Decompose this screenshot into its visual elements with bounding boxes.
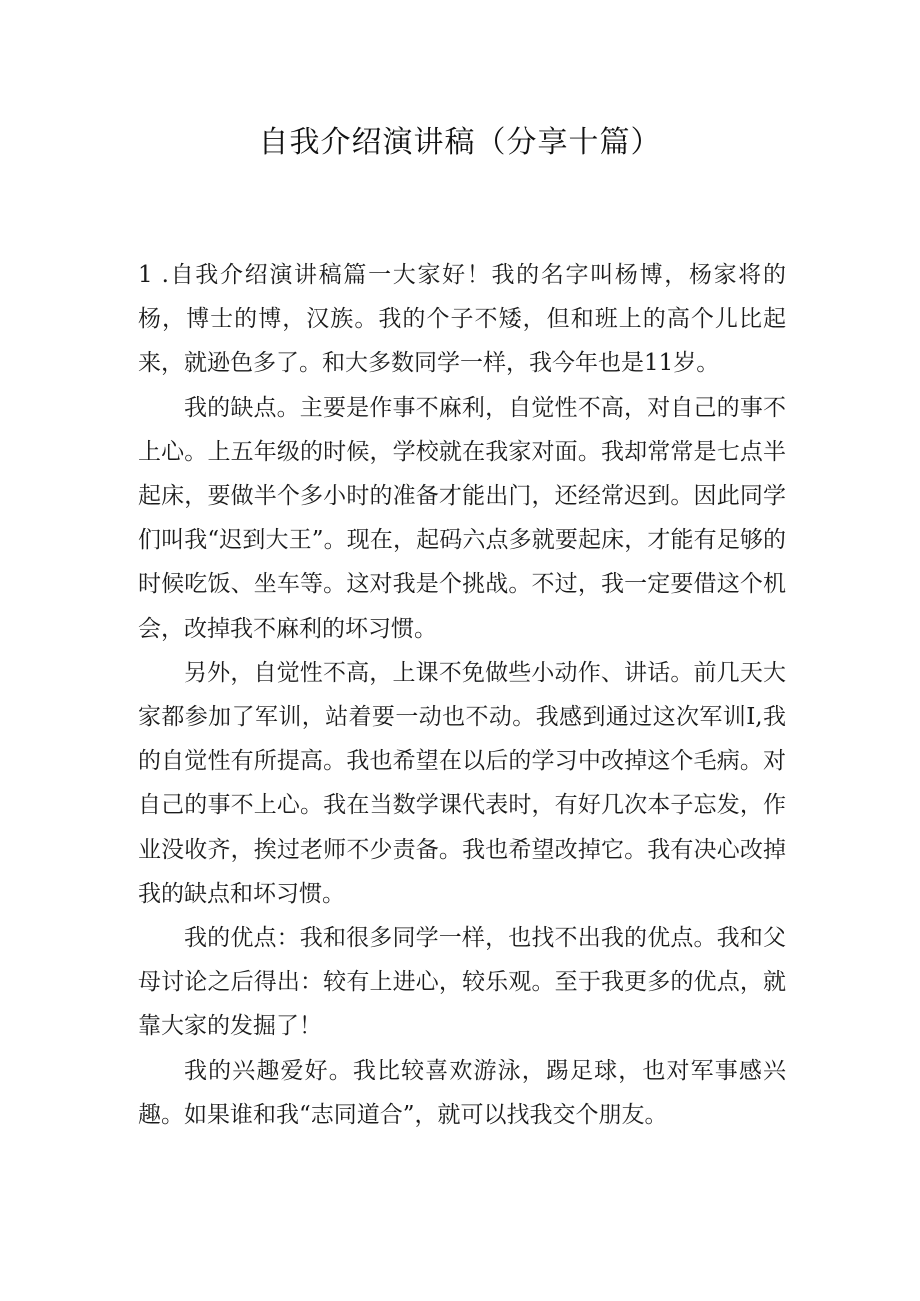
document-title: 自我介绍演讲稿（分享十篇） [258, 125, 662, 160]
document-body [138, 253, 786, 1137]
paragraph-2: 我的缺点。主要是作事不麻利，自觉性不高，对自己的事不上心。上五年级的时候，学校就在我家对面。我却常常是七点半起床，要做半个多小时的准备才能出门，还经常迟到。因此同学们叫我“迟到大王”。现在，起码六点多就要起床，才能有足够的时候吃饭、坐车等。这对我是个挑战。不过，我一定要借这个机会，改掉我不麻利的坏习惯。 [138, 394, 786, 642]
paragraph-3: 另外，自觉性不高，上课不免做些小动作、讲话。前几天大家都参加了军训，站着要一动也不动。我感到通过这次军训I,我的自觉性有所提高。我也希望在以后的学习中改掉这个毛病。对自己的事不上心。我在当数学课代表时，有好几次本子忘发，作业没收齐，挨过老师不少责备。我也希望改掉它。我有决心改掉我的缺点和坏习惯。 [138, 659, 786, 907]
paragraph-4: 我的优点：我和很多同学一样，也找不出我的优点。我和父母讨论之后得出：较有上进心，较乐观。至于我更多的优点，就靠大家的发掘了！ [138, 925, 786, 1040]
paragraph-5: 我的兴趣爱好。我比较喜欢游泳，踢足球，也对军事感兴趣。如果谁和我“志同道合”，就可以找我交个朋友。 [138, 1057, 786, 1128]
paragraph-1: 1 .自我介绍演讲稿篇一大家好！我的名字叫杨博，杨家将的杨，博士的博，汉族。我的个子不矮，但和班上的高个儿比起来，就逊色多了。和大多数同学一样，我今年也是11岁。 [138, 262, 786, 377]
